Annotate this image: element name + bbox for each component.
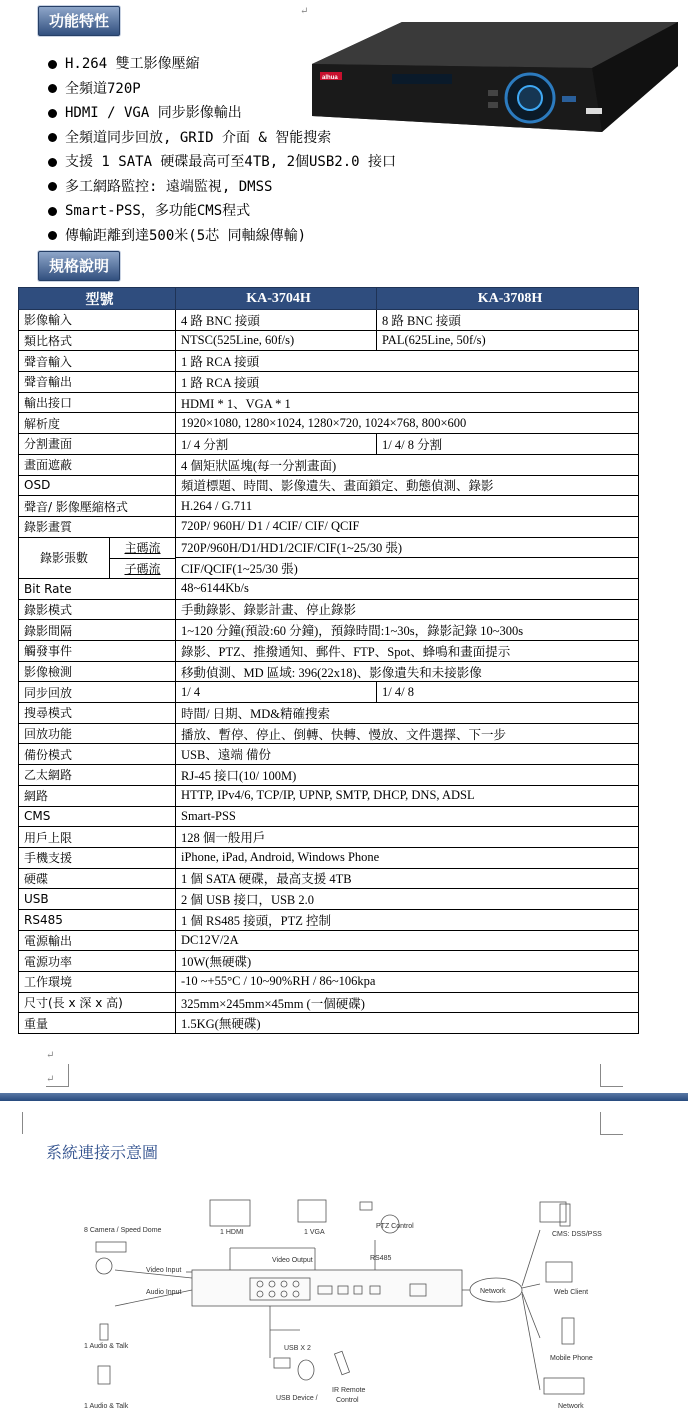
table-row xyxy=(19,413,639,434)
dvr-product-image xyxy=(312,16,678,138)
spec-label: 電源輸出 xyxy=(19,930,176,951)
label-usb-device: USB Device / xyxy=(276,1395,318,1402)
spec-label: 畫面遮蔽 xyxy=(19,454,176,475)
spec-value-3704h: NTSC(525Line, 60f/s) xyxy=(176,330,377,351)
label-network-keyboard: Network xyxy=(558,1403,584,1410)
crop-mark xyxy=(600,1112,623,1135)
sub-stream-label: 子碼流 xyxy=(124,561,161,576)
spec-value-3708h: 1/ 4/ 8 分割 xyxy=(377,434,639,455)
table-row xyxy=(19,641,639,662)
spec-value: HDMI * 1、VGA * 1 xyxy=(176,392,639,413)
table-row xyxy=(19,744,639,765)
spec-label: 聲音輸入 xyxy=(19,351,176,372)
spec-value: 播放、暫停、停止、倒轉、快轉、慢放、文件選擇、下一步 xyxy=(176,723,639,744)
label-network: Network xyxy=(480,1288,506,1295)
spec-value-3708h: 1/ 4/ 8 xyxy=(377,682,639,703)
bullet-icon xyxy=(48,207,57,216)
table-row xyxy=(19,392,639,413)
spec-label: 影像輸入 xyxy=(19,310,176,331)
feature-text: 支援 1 SATA 硬碟最高可至4TB, 2個USB2.0 接口 xyxy=(65,154,397,170)
table-row xyxy=(19,1013,639,1034)
spec-value: USB、遠端 備份 xyxy=(176,744,639,765)
spec-label: 工作環境 xyxy=(19,972,176,993)
table-row xyxy=(19,351,639,372)
table-row xyxy=(19,868,639,889)
section-title-features: 功能特性 xyxy=(38,6,120,36)
feature-text: 多工網路監控: 遠端監視, DMSS xyxy=(65,178,273,195)
feature-text: Smart-PSS，多功能CMS程式 xyxy=(65,203,251,219)
table-row xyxy=(19,372,639,393)
label-audio-talk-2: 1 Audio & Talk xyxy=(84,1403,129,1410)
spec-label: 分割畫面 xyxy=(19,434,176,455)
spec-value: 手動錄影、錄影計畫、停止錄影 xyxy=(176,599,639,620)
spec-value-3704h: 4 路 BNC 接頭 xyxy=(176,310,377,331)
table-row xyxy=(19,537,639,558)
table-row xyxy=(19,889,639,910)
spec-label: 類比格式 xyxy=(19,330,176,351)
table-row xyxy=(19,434,639,455)
spec-label: 電源功率 xyxy=(19,951,176,972)
spec-label: 同步回放 xyxy=(19,682,176,703)
bullet-icon xyxy=(48,158,57,167)
header-ka3708h: KA-3708H xyxy=(377,288,639,310)
spec-value: 10W(無硬碟) xyxy=(176,951,639,972)
feature-item xyxy=(48,150,396,175)
feature-text: HDMI / VGA 同步影像輸出 xyxy=(65,105,242,121)
table-row xyxy=(19,847,639,868)
label-hdmi: 1 HDMI xyxy=(220,1229,244,1236)
table-row xyxy=(19,992,639,1013)
feature-text: 全頻道720P xyxy=(65,80,141,97)
spec-value-3704h: 1/ 4 xyxy=(176,682,377,703)
label-ptz-control: PTZ Control xyxy=(376,1223,414,1230)
paragraph-mark: ↵ xyxy=(46,1050,55,1061)
spec-value: 48~6144Kb/s xyxy=(176,578,639,599)
spec-value: 1.5KG(無硬碟) xyxy=(176,1013,639,1034)
spec-table xyxy=(18,287,639,1034)
spec-label: CMS xyxy=(19,806,176,827)
label-audio-input: Audio Input xyxy=(146,1289,182,1296)
spec-value-3704h: 1/ 4 分割 xyxy=(176,434,377,455)
spec-label: OSD xyxy=(19,475,176,496)
table-row xyxy=(19,310,639,331)
label-mobile-phone: Mobile Phone xyxy=(550,1355,593,1362)
label-ir-remote: IR Remote xyxy=(332,1387,366,1394)
section-title-spec: 規格說明 xyxy=(38,251,120,281)
spec-label: 重量 xyxy=(19,1013,176,1034)
table-row xyxy=(19,661,639,682)
table-row xyxy=(19,827,639,848)
bullet-icon xyxy=(48,84,57,93)
label-video-input: Video Input xyxy=(146,1267,182,1274)
label-cms: CMS: DSS/PSS xyxy=(552,1231,602,1238)
spec-value: Smart-PSS xyxy=(176,806,639,827)
table-row xyxy=(19,475,639,496)
spec-label: 搜尋模式 xyxy=(19,703,176,724)
table-row xyxy=(19,330,639,351)
spec-value: H.264 / G.711 xyxy=(176,496,639,517)
section-title-system: 系統連接示意圖 xyxy=(46,1143,159,1162)
sub-stream-value: CIF/QCIF(1~25/30 張) xyxy=(176,558,639,579)
spec-value-3708h: PAL(625Line, 50f/s) xyxy=(377,330,639,351)
spec-label: 錄影間隔 xyxy=(19,620,176,641)
spec-label: 用戶上限 xyxy=(19,827,176,848)
spec-value: HTTP, IPv4/6, TCP/IP, UPNP, SMTP, DHCP, DNS, ADSL xyxy=(176,785,639,806)
table-row xyxy=(19,806,639,827)
bullet-icon xyxy=(48,109,57,118)
dvr-rear-panel xyxy=(192,1270,462,1306)
spec-value: 720P/ 960H/ D1 / 4CIF/ CIF/ QCIF xyxy=(176,516,639,537)
feature-text: 傳輸距離到達500米(5芯 同軸線傳輸) xyxy=(65,227,307,244)
table-row xyxy=(19,516,639,537)
spec-label: 影像檢測 xyxy=(19,661,176,682)
spec-label: 解析度 xyxy=(19,413,176,434)
bullet-icon xyxy=(48,182,57,191)
spec-label: 尺寸(長 x 深 x 高) xyxy=(19,992,176,1013)
spec-value: 1 個 RS485 接頭，PTZ 控制 xyxy=(176,909,639,930)
feature-item xyxy=(48,199,396,224)
spec-value: 頻道標題、時間、影像遺失、畫面鎖定、動態偵測、錄影 xyxy=(176,475,639,496)
main-stream-value: 720P/960H/D1/HD1/2CIF/CIF(1~25/30 張) xyxy=(176,537,639,558)
spec-value: DC12V/2A xyxy=(176,930,639,951)
feature-item xyxy=(48,175,396,200)
brand-text: alhua xyxy=(322,75,338,81)
spec-label: 網路 xyxy=(19,785,176,806)
table-row xyxy=(19,578,639,599)
crop-mark xyxy=(0,1112,23,1134)
spec-value-3708h: 8 路 BNC 接頭 xyxy=(377,310,639,331)
spec-value: 移動偵測、MD 區域: 396(22x18)、影像遺失和未接影像 xyxy=(176,661,639,682)
label-vga: 1 VGA xyxy=(304,1229,325,1236)
spec-value: 325mm×245mm×45mm (一個硬碟) xyxy=(176,992,639,1013)
spec-label: 備份模式 xyxy=(19,744,176,765)
label-control: Control xyxy=(336,1397,359,1404)
spec-label-group xyxy=(19,537,176,578)
table-row xyxy=(19,496,639,517)
spec-label: 錄影張數 xyxy=(19,538,110,578)
table-row xyxy=(19,620,639,641)
spec-label: RS485 xyxy=(19,909,176,930)
stream-labels xyxy=(110,538,175,578)
label-video-output: Video Output xyxy=(272,1257,313,1264)
paragraph-mark: ↵ xyxy=(300,6,309,17)
spec-label: USB xyxy=(19,889,176,910)
feature-item xyxy=(48,224,396,249)
main-stream-label: 主碼流 xyxy=(110,538,175,559)
crop-mark xyxy=(46,1064,69,1087)
table-row xyxy=(19,909,639,930)
table-header-row xyxy=(19,288,639,310)
bullet-icon xyxy=(48,133,57,142)
table-row xyxy=(19,599,639,620)
label-rs485: RS485 xyxy=(370,1255,392,1262)
spec-label: 聲音輸出 xyxy=(19,372,176,393)
spec-value: 1920×1080, 1280×1024, 1280×720, 1024×768, 800×600 xyxy=(176,413,639,434)
table-row xyxy=(19,723,639,744)
spec-label: 回放功能 xyxy=(19,723,176,744)
spec-label: Bit Rate xyxy=(19,578,176,599)
table-row xyxy=(19,703,639,724)
spec-value: 時間/ 日期、MD&精確搜索 xyxy=(176,703,639,724)
spec-label: 輸出接口 xyxy=(19,392,176,413)
table-row xyxy=(19,682,639,703)
spec-label: 硬碟 xyxy=(19,868,176,889)
table-row xyxy=(19,951,639,972)
spec-value: 錄影、PTZ、推撥通知、郵件、FTP、Spot、蜂鳴和畫面提示 xyxy=(176,641,639,662)
spec-label: 錄影畫質 xyxy=(19,516,176,537)
label-audio-talk-1: 1 Audio & Talk xyxy=(84,1343,129,1350)
header-ka3704h: KA-3704H xyxy=(176,288,377,310)
spec-label: 錄影模式 xyxy=(19,599,176,620)
spec-value: RJ-45 接口(10/ 100M) xyxy=(176,765,639,786)
spec-value: 1 路 RCA 接頭 xyxy=(176,372,639,393)
label-usb: USB X 2 xyxy=(284,1345,311,1352)
feature-text: H.264 雙工影像壓縮 xyxy=(65,56,200,72)
table-row xyxy=(19,930,639,951)
table-row xyxy=(19,454,639,475)
spec-label: 乙太網路 xyxy=(19,765,176,786)
label-camera: 8 Camera / Speed Dome xyxy=(84,1227,162,1234)
label-web-client: Web Client xyxy=(554,1289,589,1296)
spec-value: 128 個一般用戶 xyxy=(176,827,639,848)
spec-label: 觸發事件 xyxy=(19,641,176,662)
system-connection-diagram xyxy=(70,1190,610,1415)
spec-value: 4 個矩狀區塊(每一分割畫面) xyxy=(176,454,639,475)
header-model: 型號 xyxy=(19,288,176,310)
spec-value: iPhone, iPad, Android, Windows Phone xyxy=(176,847,639,868)
page-divider xyxy=(0,1093,688,1101)
spec-value: -10 ~+55°C / 10~90%RH / 86~106kpa xyxy=(176,972,639,993)
spec-label: 手機支援 xyxy=(19,847,176,868)
bullet-icon xyxy=(48,231,57,240)
feature-text: 全頻道同步回放, GRID 介面 & 智能搜索 xyxy=(65,129,332,146)
spec-value: 1 個 SATA 硬碟，最高支援 4TB xyxy=(176,868,639,889)
table-row xyxy=(19,765,639,786)
spec-label: 聲音/ 影像壓縮格式 xyxy=(19,496,176,517)
spec-value: 2 個 USB 接口，USB 2.0 xyxy=(176,889,639,910)
bullet-icon xyxy=(48,60,57,69)
paragraph-mark: ↵ xyxy=(46,1074,55,1085)
table-row xyxy=(19,972,639,993)
table-row xyxy=(19,785,639,806)
crop-mark xyxy=(600,1064,623,1087)
spec-value: 1 路 RCA 接頭 xyxy=(176,351,639,372)
spec-value: 1~120 分鐘(預設:60 分鐘)，預錄時間:1~30s，錄影記錄 10~300s xyxy=(176,620,639,641)
